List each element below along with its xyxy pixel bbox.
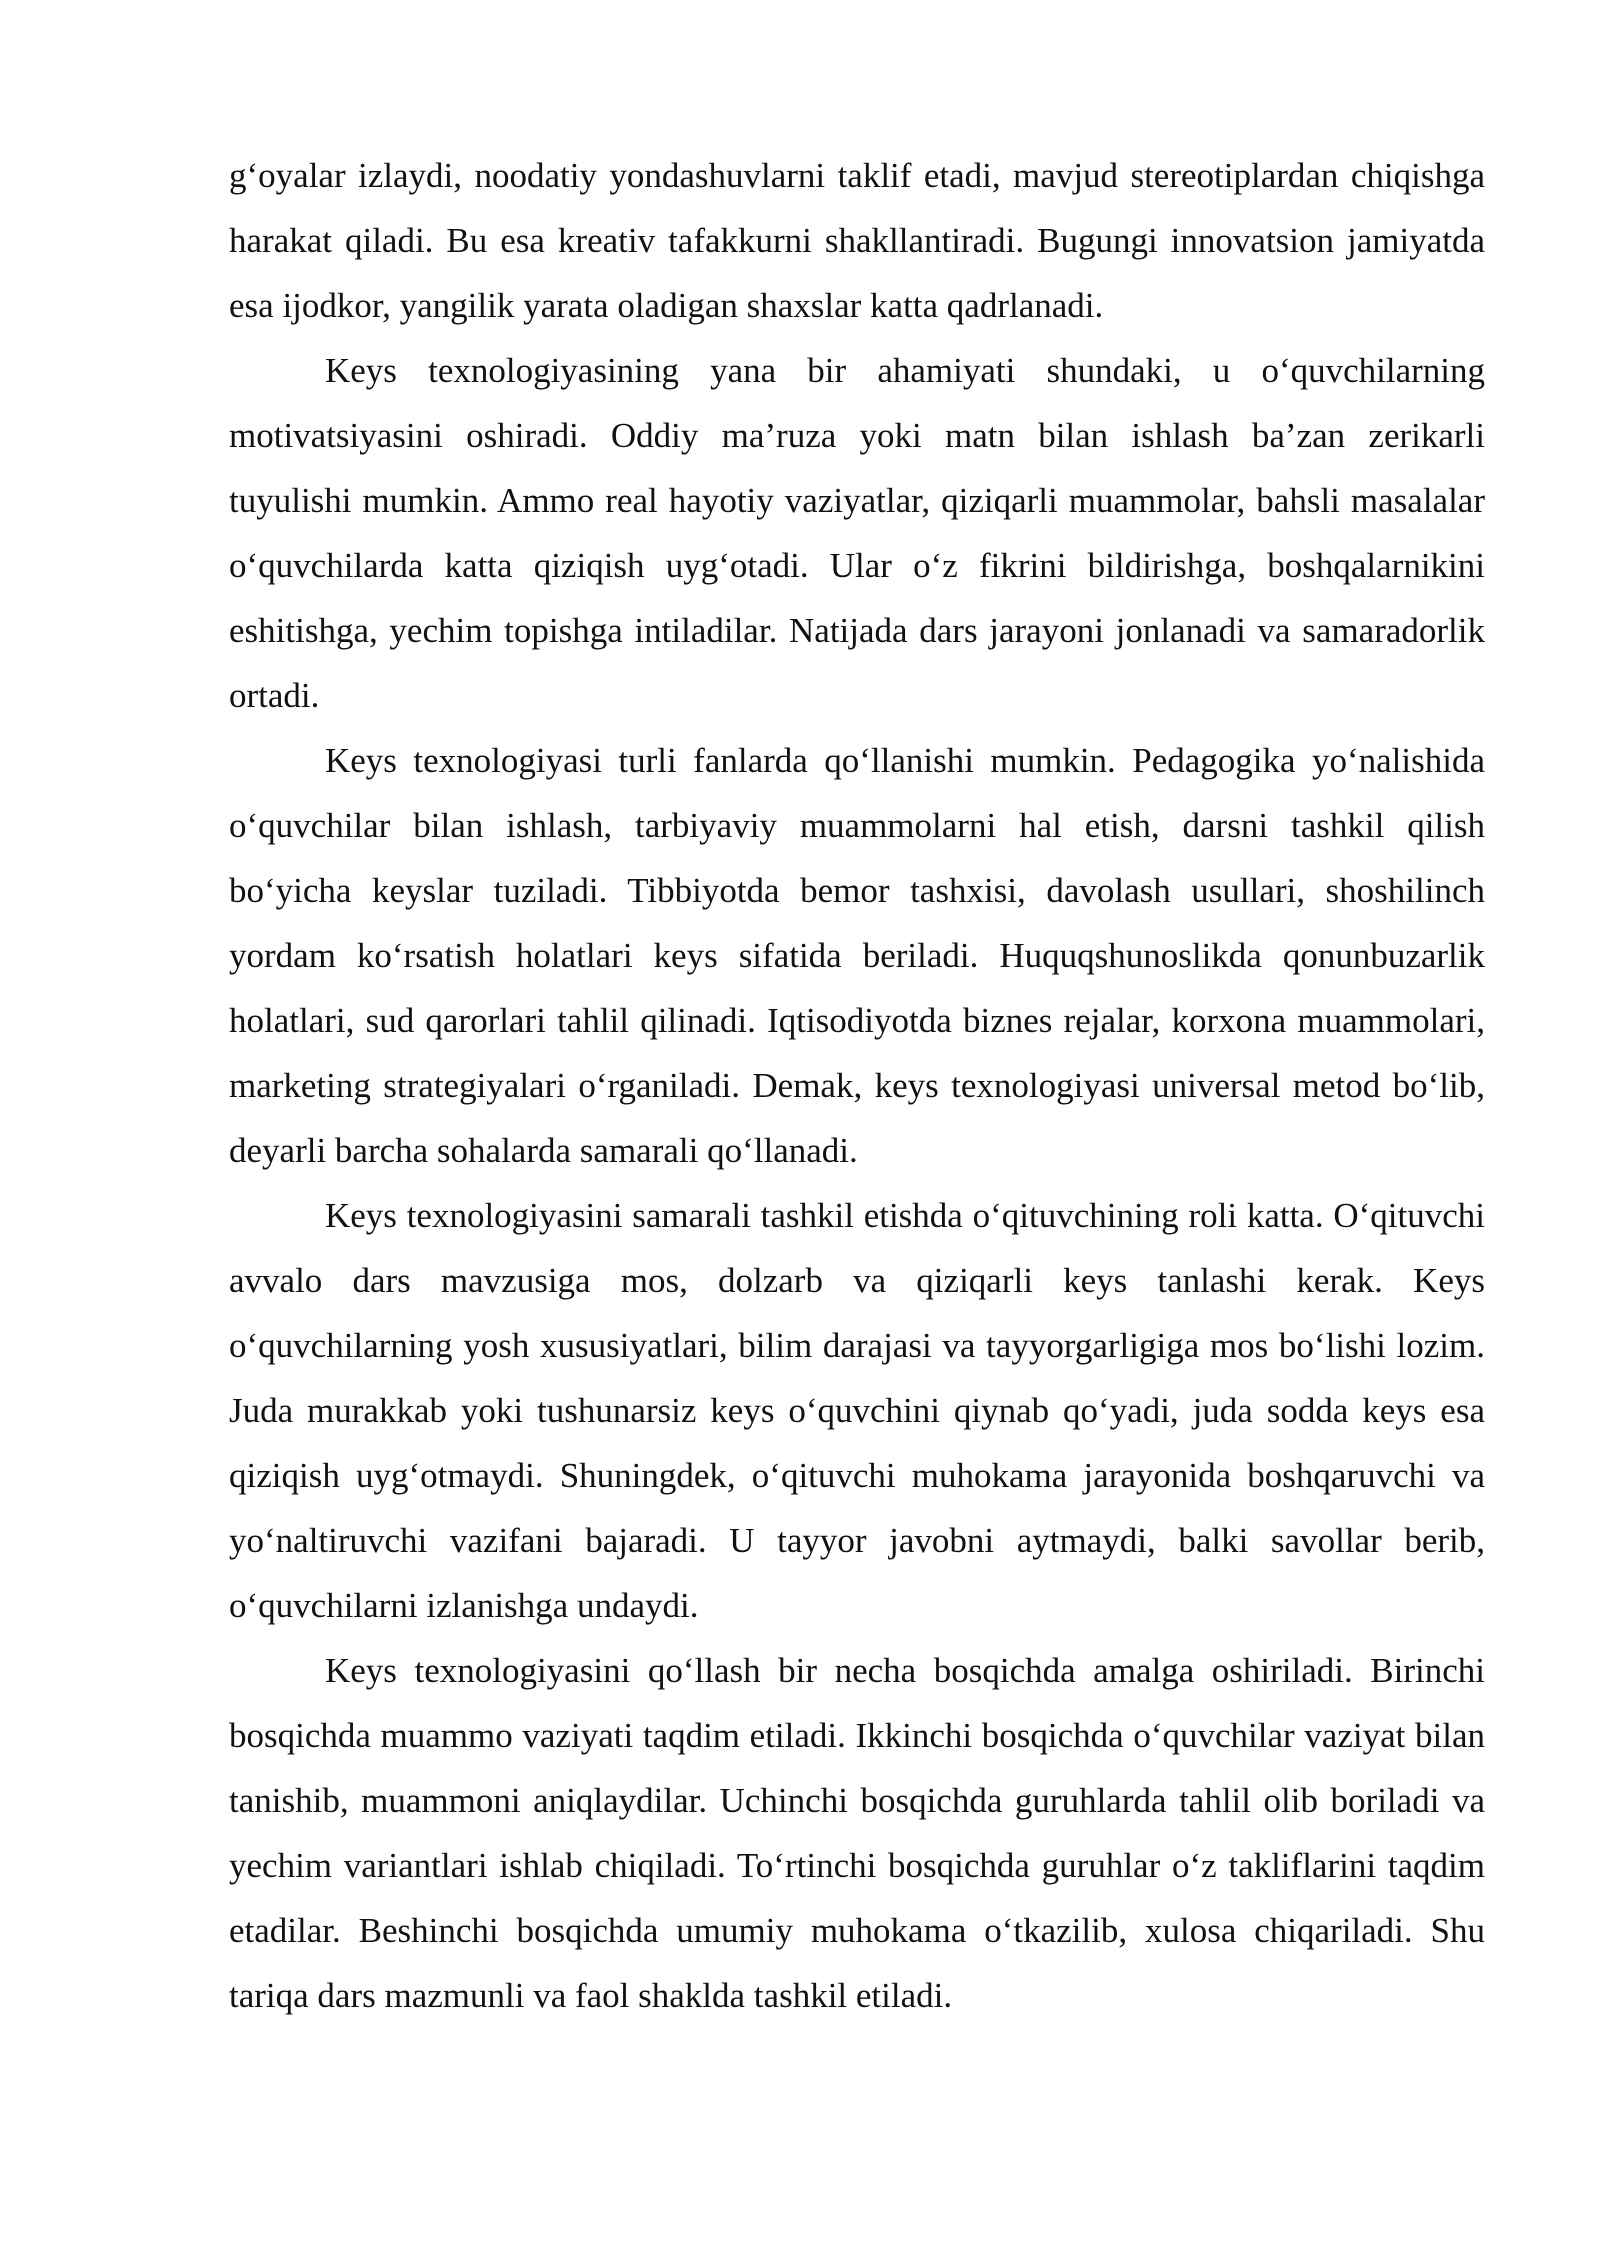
paragraph-teacher-role: Keys texnologiyasini samarali tashkil etishda o‘qituvchining roli katta. O‘qituvchi avvalo dars mavzusiga mos, dolzarb va qiziqarli keys tanlashi kerak. Keys o‘quvchilarning yosh xususiyatlari, bilim darajasi va tayyorgarligiga mos bo‘lishi lozim. Juda murakkab yoki tushunarsiz keys o‘quvchini qiynab qo‘yadi, juda sodda keys esa qiziqish uyg‘otmaydi. Shuningdek, o‘qituvchi muhokama jarayonida boshqaruvchi va yo‘naltiruvchi vazifani bajaradi. U tayyor javobni aytmaydi, balki savollar berib, o‘quvchilarni izlanishga undaydi.	[229, 1196, 1485, 1625]
paragraph-continuation: g‘oyalar izlaydi, noodatiy yondashuvlarni taklif etadi, mavjud stereotiplardan chiqishga harakat qiladi. Bu esa kreativ tafakkurni shakllantiradi. Bugungi innovatsion jamiyatda esa ijodkor, yangilik yarata oladigan shaxslar katta qadrlanadi.	[229, 156, 1485, 325]
document-body	[229, 143, 1485, 2028]
paragraph-subject-areas: Keys texnologiyasi turli fanlarda qo‘llanishi mumkin. Pedagogika yo‘nalishida o‘quvchilar bilan ishlash, tarbiyaviy muammolarni hal etish, darsni tashkil qilish bo‘yicha keyslar tuziladi. Tibbiyotda bemor tashxisi, davolash usullari, shoshilinch yordam ko‘rsatish holatlari keys sifatida beriladi. Huquqshunoslikda qonunbuzarlik holatlari, sud qarorlari tahlil qilinadi. Iqtisodiyotda biznes rejalar, korxona muammolari, marketing strategiyalari o‘rganiladi. Demak, keys texnologiyasi universal metod bo‘lib, deyarli barcha sohalarda samarali qo‘llanadi.	[229, 741, 1485, 1170]
paragraph-motivation: Keys texnologiyasining yana bir ahamiyati shundaki, u o‘quvchilarning motivatsiyasini oshiradi. Oddiy ma’ruza yoki matn bilan ishlash ba’zan zerikarli tuyulishi mumkin. Ammo real hayotiy vaziyatlar, qiziqarli muammolar, bahsli masalalar o‘quvchilarda katta qiziqish uyg‘otadi. Ular o‘z fikrini bildirishga, boshqalarnikini eshitishga, yechim topishga intiladilar. Natijada dars jarayoni jonlanadi va samaradorlik ortadi.	[229, 351, 1485, 715]
paragraph-stages: Keys texnologiyasini qo‘llash bir necha bosqichda amalga oshiriladi. Birinchi bosqichda muammo vaziyati taqdim etiladi. Ikkinchi bosqichda o‘quvchilar vaziyat bilan tanishib, muammoni aniqlaydilar. Uchinchi bosqichda guruhlarda tahlil olib boriladi va yechim variantlari ishlab chiqiladi. To‘rtinchi bosqichda guruhlar o‘z takliflarini taqdim etadilar. Beshinchi bosqichda umumiy muhokama o‘tkazilib, xulosa chiqariladi. Shu tariqa dars mazmunli va faol shaklda tashkil etiladi.	[229, 1651, 1485, 2015]
